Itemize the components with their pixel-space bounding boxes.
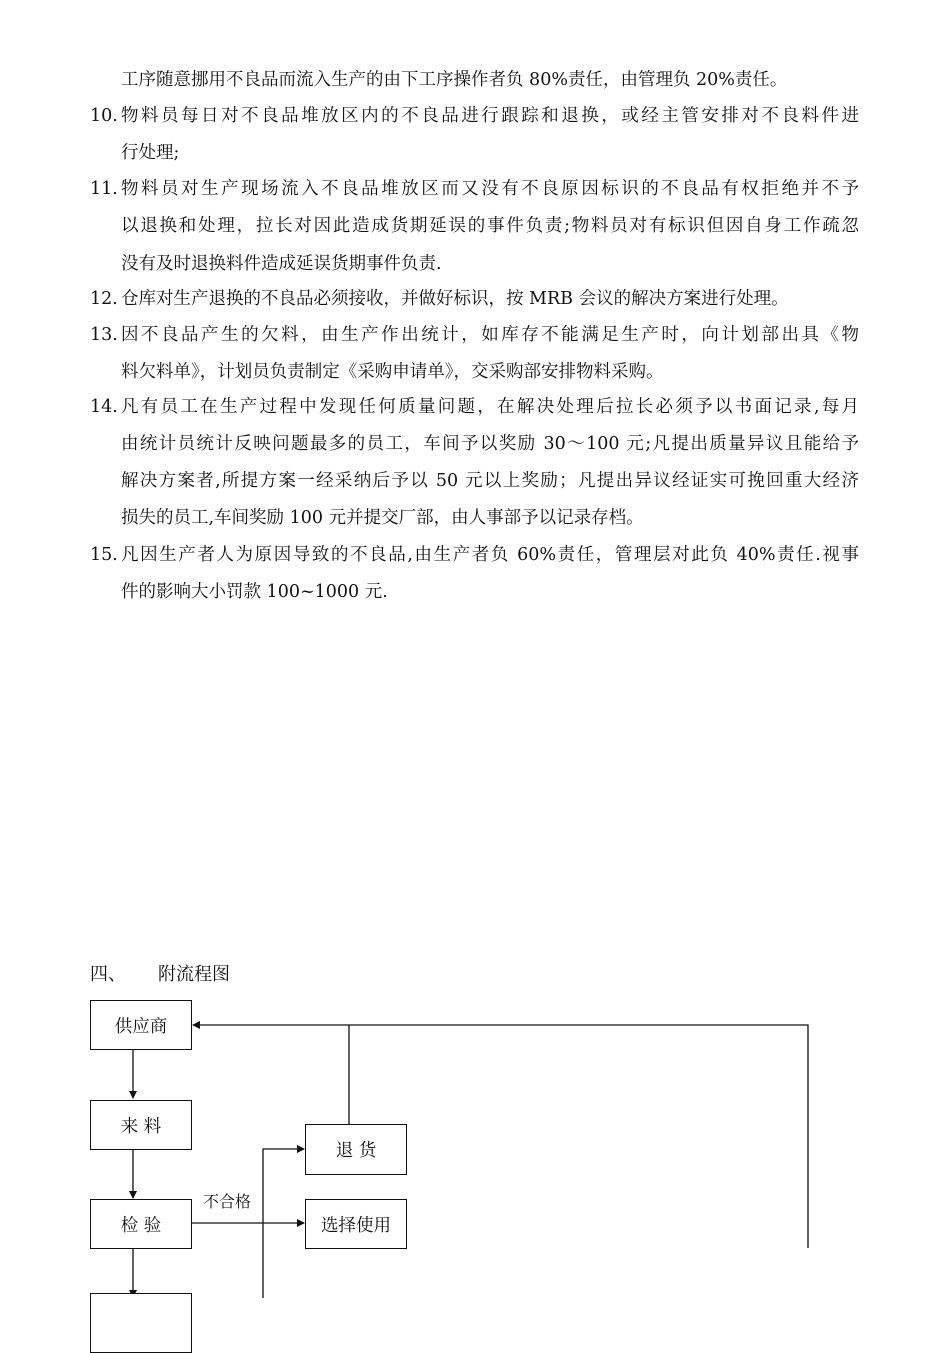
item-10-line-1: 物料员每日对不良品堆放区内的不良品进行跟踪和退换，或经主管安排对不良料件进 — [121, 106, 859, 126]
item-14-line-3: 解决方案者,所提方案一经采纳后予以 50 元以上奖励；凡提出异议经证实可挽回重大经济 — [121, 471, 859, 491]
section-number: 四、 — [90, 964, 126, 985]
item-13-line-1: 因不良品产生的欠料，由生产作出统计，如库存不能满足生产时，向计划部出具《物 — [121, 325, 859, 345]
item-14-line-2: 由统计员统计反映问题最多的员工，车间予以奖励 30～100 元;凡提出质量异议且能给予 — [121, 434, 859, 454]
inspection-box: 检 验 — [90, 1199, 192, 1249]
supplier-box: 供应商 — [90, 1000, 192, 1050]
item-14-number: 14. — [90, 397, 118, 417]
item-12-number: 12. — [90, 289, 118, 309]
item-11-line-3: 没有及时退换料件造成延误货期事件负责. — [121, 254, 442, 274]
unqualified-label: 不合格 — [203, 1192, 252, 1211]
item-11-number: 11. — [90, 179, 118, 199]
incoming-box: 来 料 — [90, 1100, 192, 1150]
item-11-line-2: 以退换和处理，拉长对因此造成货期延误的事件负责;物料员对有标识但因自身工作疏忽 — [121, 216, 859, 236]
item-15-line-2: 件的影响大小罚款 100~1000 元. — [121, 582, 388, 602]
arrow-feedback-to-supplier — [193, 1025, 808, 1248]
select-use-box: 选择使用 — [305, 1199, 407, 1249]
item-10-line-2: 行处理; — [121, 143, 180, 163]
item-10-number: 10. — [90, 106, 118, 126]
item-11-line-1: 物料员对生产现场流入不良品堆放区而又没有不良原因标识的不良品有权拒绝并不予 — [121, 179, 859, 199]
item-15-number: 15. — [90, 545, 118, 565]
section-title: 附流程图 — [158, 964, 230, 985]
item-continuation-line: 工序随意挪用不良品而流入生产的由下工序操作者负 80%责任，由管理负 20%责任。 — [121, 70, 788, 90]
item-12-line-1: 仓库对生产退换的不良品必须接收，并做好标识，按 MRB 会议的解决方案进行处理。 — [121, 289, 789, 309]
return-box: 退 货 — [305, 1124, 407, 1175]
item-15-line-1: 凡因生产者人为原因导致的不良品,由生产者负 60%责任，管理层对此负 40%责任.视事 — [121, 545, 859, 565]
item-14-line-1: 凡有员工在生产过程中发现任何质量问题，在解决处理后拉长必须予以书面记录,每月 — [121, 397, 859, 417]
item-14-line-4: 损失的员工,车间奖励 100 元并提交厂部，由人事部予以记录存档。 — [121, 508, 644, 528]
next-step-box — [90, 1293, 192, 1353]
item-13-line-2: 料欠料单》，计划员负责制定《采购申请单》，交采购部安排物料采购。 — [121, 362, 664, 382]
item-13-number: 13. — [90, 325, 118, 345]
